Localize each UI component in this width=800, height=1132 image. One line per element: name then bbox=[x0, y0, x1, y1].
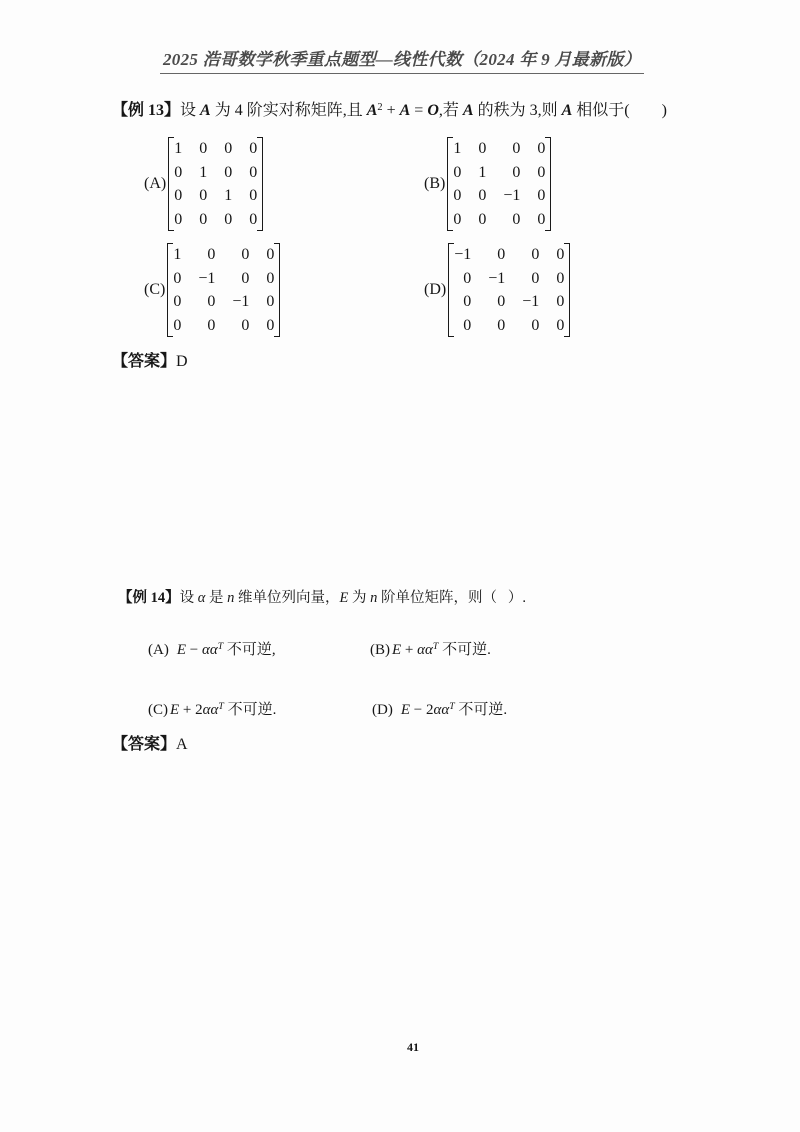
math-variable-bold: A bbox=[462, 102, 474, 119]
matrix-entry: −1 bbox=[232, 293, 250, 310]
matrix-entry: 0 bbox=[266, 246, 275, 263]
matrix-entry: 0 bbox=[531, 269, 540, 287]
matrix-entry: 0 bbox=[249, 140, 258, 157]
text-run: = bbox=[410, 102, 428, 119]
matrix-entry: 1 bbox=[173, 246, 182, 263]
option-label: (A) bbox=[148, 642, 169, 658]
option-c-matrix bbox=[167, 243, 280, 337]
matrix-entry: 0 bbox=[173, 269, 182, 287]
matrix-entry: 0 bbox=[199, 140, 208, 157]
math-variable: αα bbox=[201, 642, 218, 658]
matrix-entry: −1 bbox=[198, 269, 216, 287]
superscript: T bbox=[432, 641, 439, 653]
matrix-entry: 0 bbox=[537, 210, 546, 228]
math-variable: E bbox=[392, 642, 402, 658]
option-c bbox=[148, 699, 276, 721]
matrix-entry: 0 bbox=[512, 210, 521, 228]
example-13-answer bbox=[112, 351, 188, 373]
text-run: + bbox=[382, 102, 400, 119]
text-run: + bbox=[401, 642, 418, 658]
text-run: − 2 bbox=[410, 702, 434, 718]
matrix-entry: 0 bbox=[241, 316, 250, 334]
matrix-entry: −1 bbox=[454, 246, 472, 263]
matrix-grid bbox=[174, 137, 257, 231]
matrix-entry: 0 bbox=[512, 140, 521, 157]
math-variable: αα bbox=[433, 702, 450, 718]
math-variable: E bbox=[176, 642, 186, 658]
matrix-entry: 0 bbox=[531, 246, 540, 263]
math-variable: E bbox=[339, 590, 349, 606]
math-variable-bold: A bbox=[200, 102, 211, 119]
matrix-grid bbox=[453, 137, 545, 231]
matrix-entry: 0 bbox=[512, 163, 521, 181]
matrix-entry: 1 bbox=[478, 163, 487, 181]
text-run: 是 bbox=[205, 590, 228, 606]
math-variable-bold: A bbox=[561, 102, 573, 119]
matrix-entry: 0 bbox=[531, 316, 540, 334]
matrix-entry: 0 bbox=[207, 316, 216, 334]
text-run: 不可逆. bbox=[223, 702, 277, 718]
matrix-entry: 0 bbox=[266, 293, 275, 310]
matrix-entry: 0 bbox=[174, 187, 183, 204]
answer-label: 【答案】 bbox=[112, 736, 177, 753]
matrix-entry: 0 bbox=[266, 316, 275, 334]
matrix-entry: 0 bbox=[207, 293, 216, 310]
math-variable-bold: A bbox=[366, 102, 378, 119]
text-run: 不可逆, bbox=[223, 642, 276, 658]
matrix-entry: 0 bbox=[249, 187, 258, 204]
matrix-entry: 0 bbox=[199, 187, 208, 204]
option-label: (D) bbox=[424, 281, 447, 298]
option-b bbox=[424, 137, 551, 231]
matrix-entry: 0 bbox=[249, 210, 258, 228]
text-run: + 2 bbox=[179, 702, 203, 718]
option-label: (C) bbox=[148, 702, 168, 718]
matrix-entry: 0 bbox=[207, 246, 216, 263]
matrix-entry: 0 bbox=[478, 187, 487, 204]
option-expression bbox=[170, 702, 276, 718]
matrix-entry: 1 bbox=[199, 163, 208, 181]
option-a bbox=[148, 639, 276, 661]
matrix-entry: 0 bbox=[453, 163, 462, 181]
text-run: 相似于( ) bbox=[572, 102, 667, 119]
option-d-matrix bbox=[448, 243, 570, 337]
math-variable: αα bbox=[202, 702, 219, 718]
example-13-stem bbox=[112, 100, 667, 122]
matrix-entry: 0 bbox=[478, 140, 487, 157]
matrix-entry: −1 bbox=[503, 187, 521, 204]
matrix-entry: 0 bbox=[224, 163, 233, 181]
matrix-entry: 0 bbox=[249, 163, 258, 181]
matrix-entry: −1 bbox=[488, 269, 506, 287]
matrix-entry: 0 bbox=[556, 269, 565, 287]
matrix-entry: 0 bbox=[537, 163, 546, 181]
option-label: (B) bbox=[424, 175, 446, 192]
matrix-entry: 0 bbox=[556, 293, 565, 310]
math-variable-bold: O bbox=[427, 102, 439, 119]
text-run: 不可逆. bbox=[454, 702, 508, 718]
option-label: (B) bbox=[370, 642, 390, 658]
matrix-entry: 0 bbox=[174, 210, 183, 228]
matrix-entry: 0 bbox=[497, 316, 506, 334]
math-variable: E bbox=[400, 702, 410, 718]
option-b bbox=[370, 639, 491, 661]
math-variable: E bbox=[170, 702, 180, 718]
matrix-entry: 0 bbox=[463, 269, 472, 287]
option-label: (C) bbox=[144, 281, 166, 298]
matrix-entry: 0 bbox=[224, 140, 233, 157]
matrix-entry: 0 bbox=[199, 210, 208, 228]
example-label: 【例 13】 bbox=[112, 102, 181, 119]
question-text bbox=[180, 102, 667, 119]
option-a bbox=[144, 137, 263, 231]
option-c bbox=[144, 243, 280, 337]
text-run: 维单位列向量， bbox=[234, 590, 340, 606]
matrix-entry: 0 bbox=[453, 187, 462, 204]
option-expression bbox=[401, 702, 507, 718]
matrix-entry: 0 bbox=[266, 269, 275, 287]
option-d bbox=[424, 243, 570, 337]
matrix-grid bbox=[454, 243, 564, 337]
matrix-entry: 0 bbox=[556, 316, 565, 334]
option-expression bbox=[392, 642, 491, 658]
question-text bbox=[180, 590, 526, 606]
option-label: (A) bbox=[144, 175, 167, 192]
matrix-entry: 1 bbox=[174, 140, 183, 157]
matrix-entry: 0 bbox=[173, 316, 182, 334]
matrix-entry: 0 bbox=[497, 246, 506, 263]
superscript: T bbox=[217, 641, 224, 653]
text-run: 的秩为 3,则 bbox=[473, 102, 562, 119]
matrix-entry: 0 bbox=[537, 187, 546, 204]
answer-value: A bbox=[176, 736, 188, 753]
option-a-matrix bbox=[168, 137, 263, 231]
matrix-entry: 0 bbox=[463, 293, 472, 310]
math-variable-bold: A bbox=[399, 102, 411, 119]
answer-value: D bbox=[176, 353, 188, 370]
matrix-entry: 0 bbox=[497, 293, 506, 310]
running-header: 2025 浩哥数学秋季重点题型—线性代数（2024 年 9 月最新版） bbox=[160, 48, 644, 74]
text-run: 阶单位矩阵，则（ ）. bbox=[377, 590, 526, 606]
superscript: 2 bbox=[377, 101, 383, 113]
text-run: ,若 bbox=[438, 102, 463, 119]
matrix-entry: 0 bbox=[463, 316, 472, 334]
example-14-answer bbox=[112, 734, 188, 756]
text-run: 设 bbox=[180, 102, 201, 119]
matrix-entry: 1 bbox=[224, 187, 233, 204]
matrix-entry: 0 bbox=[537, 140, 546, 157]
math-variable: n bbox=[227, 590, 235, 606]
example-14-stem bbox=[118, 588, 526, 608]
math-variable: n bbox=[370, 590, 378, 606]
matrix-entry: 0 bbox=[224, 210, 233, 228]
matrix-entry: −1 bbox=[522, 293, 540, 310]
option-label: (D) bbox=[372, 702, 393, 718]
answer-label: 【答案】 bbox=[112, 353, 177, 370]
matrix-entry: 1 bbox=[453, 140, 462, 157]
matrix-entry: 0 bbox=[478, 210, 487, 228]
matrix-entry: 0 bbox=[453, 210, 462, 228]
matrix-entry: 0 bbox=[556, 246, 565, 263]
page-number: 41 bbox=[407, 1040, 419, 1054]
matrix-entry: 0 bbox=[174, 163, 183, 181]
text-run: 设 bbox=[179, 590, 198, 606]
option-expression bbox=[177, 642, 276, 658]
matrix-grid bbox=[173, 243, 274, 337]
text-run: 不可逆. bbox=[438, 642, 491, 658]
math-variable: αα bbox=[417, 642, 433, 658]
example-label: 【例 14】 bbox=[118, 590, 180, 606]
option-b-matrix bbox=[447, 137, 551, 231]
math-variable: α bbox=[197, 590, 206, 606]
matrix-entry: 0 bbox=[173, 293, 182, 310]
superscript: T bbox=[449, 701, 455, 713]
text-run: 为 bbox=[348, 590, 371, 606]
matrix-entry: 0 bbox=[241, 269, 250, 287]
option-d bbox=[372, 699, 507, 721]
matrix-entry: 0 bbox=[241, 246, 250, 263]
text-run: 为 4 阶实对称矩阵,且 bbox=[210, 102, 367, 119]
superscript: T bbox=[218, 701, 224, 713]
text-run: − bbox=[186, 642, 202, 658]
